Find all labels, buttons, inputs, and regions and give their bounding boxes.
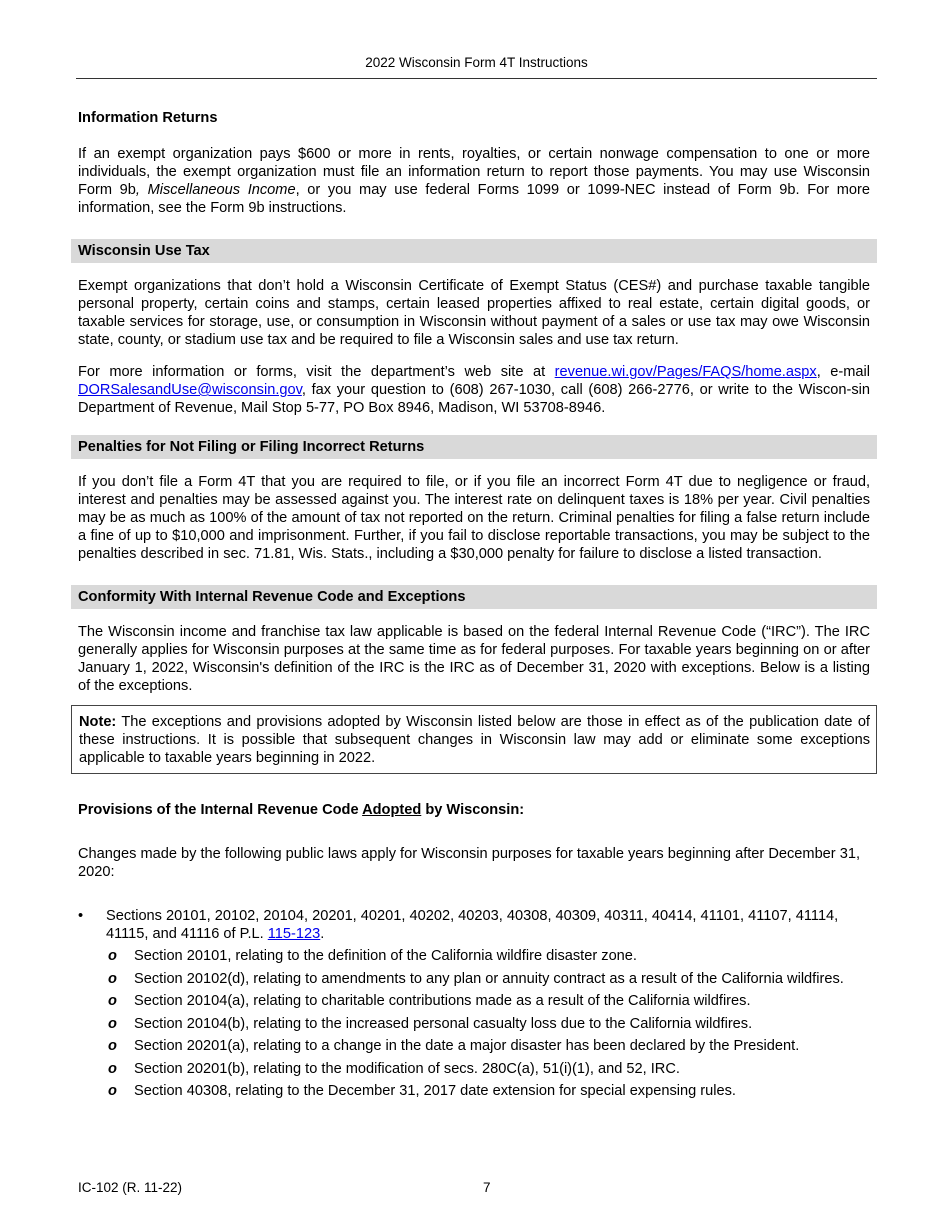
- text: Section 20102(d), relating to amendments to any plan or annuity contract as a result of the California wildfires.: [134, 970, 844, 987]
- website-link[interactable]: revenue.wi.gov/Pages/FAQS/home.aspx: [554, 364, 817, 380]
- paragraph: [71, 363, 877, 417]
- underlined-text: Adopted: [362, 802, 422, 818]
- section-heading-band: Wisconsin Use Tax: [71, 239, 877, 263]
- text: by Wisconsin:: [421, 802, 525, 818]
- text: Provisions of the Internal Revenue Code: [78, 802, 363, 818]
- paragraph: [71, 145, 877, 217]
- text: If an exempt organization pays $600 or more in rents, royalties, or certain nonwage compensation to one or more individuals, the exempt organization must file an information return to report those payments. You may use Wisconsin Form 9b: [78, 146, 870, 198]
- form-id: IC-102 (R. 11-22): [78, 1180, 183, 1195]
- email-link[interactable]: DORSalesandUse@wisconsin.gov: [78, 382, 302, 398]
- note-box: [71, 705, 877, 774]
- sub-list-item: [106, 947, 877, 965]
- public-law-link[interactable]: 115-123: [267, 926, 321, 942]
- paragraph: The Wisconsin income and franchise tax law applicable is based on the federal Internal Revenue Code (“IRC”). The IRC generally applies for Wisconsin purposes at the same time as for federal purposes. For taxable years beginning on or after January 1, 2022, Wisconsin's definition of the IRC is the IRC as of December 31, 2020 with exceptions. Below is a listing of the exceptions.: [78, 624, 870, 694]
- note-text: The exceptions and provisions adopted by Wisconsin listed below are those in effect as of the publication date of these instructions. It is possible that subsequent changes in Wisconsin law may add or eliminate some exceptions applicable to taxable years beginning in 2022.: [79, 714, 870, 766]
- section-penalties: [71, 435, 877, 563]
- text: , fax your question to (608) 267-1030, call (608) 266-2776, or write to the Wiscon-sin Department of Revenue, Mail Stop 5-77, PO Box 8946, Madison, WI 53708-8946.: [78, 382, 870, 416]
- bullet-icon: •: [78, 908, 84, 924]
- paragraph: Changes made by the following public laws apply for Wisconsin purposes for taxable years beginning after December 31, 2020:: [78, 846, 860, 880]
- text: , or you may use federal Forms 1099 or 1099-NEC instead of Form 9b. For more information, see the Form 9b instructions.: [78, 182, 870, 216]
- sub-list-item: [106, 1037, 877, 1055]
- circle-bullet-icon: o: [108, 948, 117, 964]
- text: Section 20201(b), relating to the modification of secs. 280C(a), 51(i)(1), and 52, IRC.: [134, 1060, 680, 1077]
- running-header: 2022 Wisconsin Form 4T Instructions: [365, 55, 588, 70]
- paragraph: Exempt organizations that don’t hold a Wisconsin Certificate of Exempt Status (CES#) and purchase taxable tangible personal property, certain coins and stamps, certain leased properties affixed to real estate, certain digital goods, or taxable services for storage, use, or consumption in Wisconsin without payment of a sales or use tax may owe Wisconsin state, county, or stadium use tax and be required to file a Wisconsin sales and use tax return.: [78, 278, 870, 348]
- sub-list-item: [106, 970, 877, 988]
- section-heading: [71, 800, 877, 820]
- sub-list-item: [106, 1060, 877, 1078]
- text: Section 20104(a), relating to charitable contributions made as a result of the California wildfires.: [134, 993, 751, 1009]
- circle-bullet-icon: o: [108, 970, 117, 987]
- circle-bullet-icon: o: [108, 993, 117, 1009]
- text: Section 20104(b), relating to the increased personal casualty loss due to the California wildfires.: [134, 1015, 753, 1032]
- section-heading: Information Returns: [78, 110, 218, 126]
- text: .: [320, 926, 325, 942]
- header-divider: [76, 78, 877, 79]
- circle-bullet-icon: o: [108, 1015, 117, 1032]
- section-heading-band: Penalties for Not Filing or Filing Incorrect Returns: [71, 435, 877, 459]
- sub-list-item: [106, 992, 877, 1010]
- text: Section 40308, relating to the December 31, 2017 date extension for special expensing rules.: [134, 1083, 736, 1099]
- sub-list: [106, 947, 877, 1100]
- section-use-tax: [71, 239, 877, 417]
- circle-bullet-icon: o: [108, 1038, 117, 1054]
- form-title-italic: , Miscellaneous Income: [135, 182, 296, 198]
- text: For more information or forms, visit the department’s web site at: [78, 364, 555, 380]
- note-label: Note:: [79, 714, 117, 730]
- section-heading-band: Conformity With Internal Revenue Code and Exceptions: [71, 585, 877, 609]
- paragraph: If you don’t file a Form 4T that you are required to file, or if you file an incorrect Form 4T due to negligence or fraud, interest and penalties may be assessed against you. The interest rate on delinquent taxes is 18% per year. Civil penalties may be as much as 100% of the amount of tax not reported on the return. Criminal penalties for filing a false return include a fine of up to $10,000 and imprisonment. Further, if you fail to disclose reportable transactions, you may be subject to the penalties described in sec. 71.81, Wis. Stats., including a $30,000 penalty for failure to disclose a listed transaction.: [78, 474, 870, 562]
- sub-list-item: [106, 1082, 877, 1100]
- section-conformity: [71, 585, 877, 774]
- list-item: [71, 907, 877, 1100]
- section-provisions: [71, 800, 877, 1100]
- page-content: [71, 108, 877, 1105]
- sub-list-item: [106, 1015, 877, 1033]
- text: , e-mail: [816, 364, 871, 380]
- text: Section 20201(a), relating to a change in the date a major disaster has been declared by the President.: [134, 1038, 800, 1054]
- provisions-list: [71, 907, 877, 1100]
- section-information-returns: [71, 108, 877, 217]
- page-number: 7: [483, 1180, 491, 1195]
- circle-bullet-icon: o: [108, 1083, 117, 1099]
- text: Section 20101, relating to the definition of the California wildfire disaster zone.: [134, 948, 637, 964]
- text: Sections 20101, 20102, 20104, 20201, 40201, 40202, 40203, 40308, 40309, 40311, 40414, 41101, 41107, 41114, 41115, and 41116 of P.L.: [106, 908, 839, 942]
- circle-bullet-icon: o: [108, 1060, 117, 1077]
